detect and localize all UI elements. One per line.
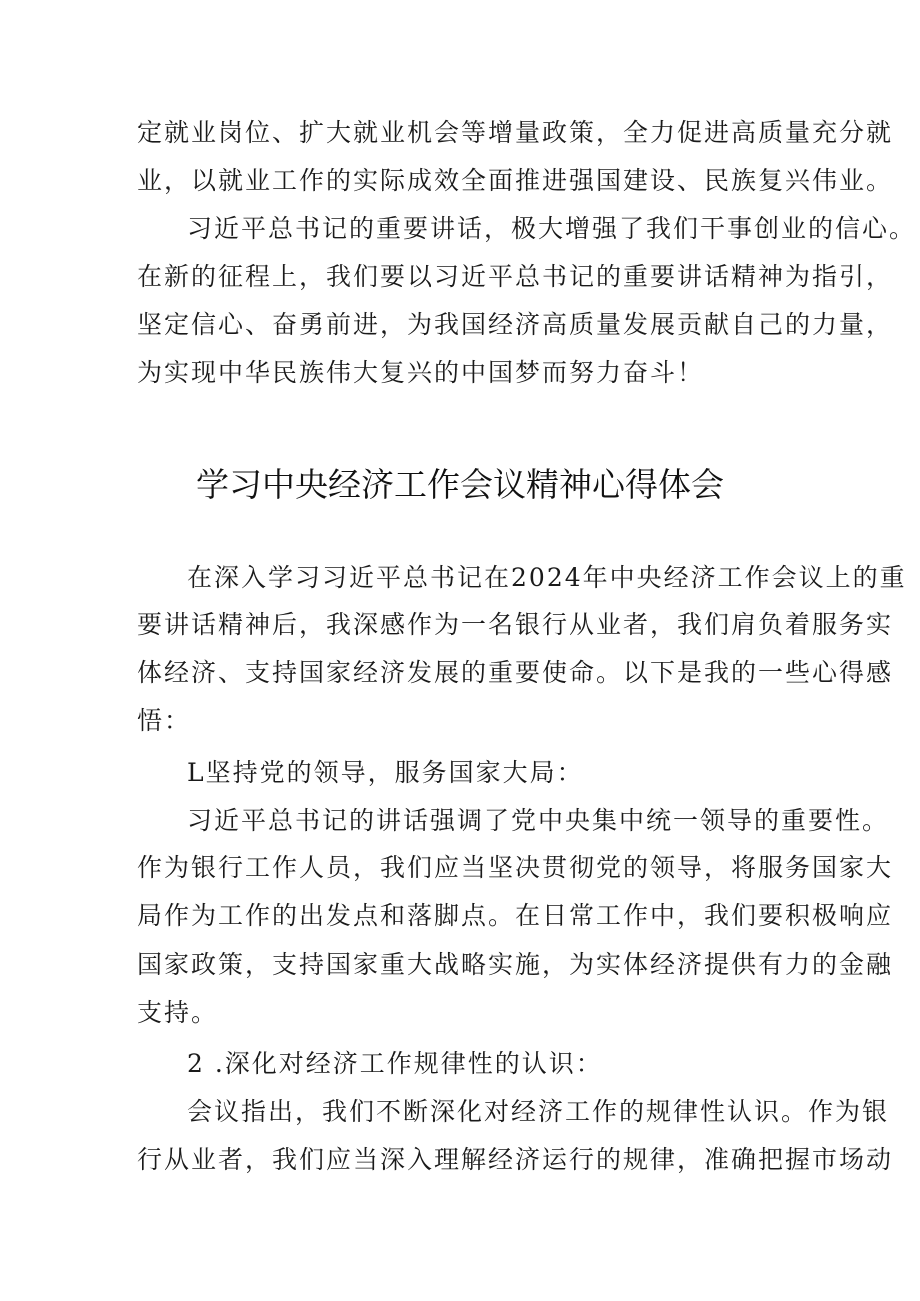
paragraph-line: 行从业者，我们应当深入理解经济运行的规律，准确把握市场动 [137, 1145, 894, 1174]
paragraph-line: 会议指出，我们不断深化对经济工作的规律性认识。作为银 [187, 1097, 890, 1126]
paragraph-line: 坚定信心、奋勇前进，为我国经济高质量发展贡献自己的力量， [137, 310, 894, 339]
paragraph-line: 悟： [137, 706, 192, 735]
section-heading: L坚持党的领导，服务国家大局： [187, 758, 584, 787]
paragraph-line: 支持。 [137, 998, 219, 1027]
paragraph-line: 作为银行工作人员，我们应当坚决贯彻党的领导，将服务国家大 [137, 853, 894, 882]
paragraph-line: 定就业岗位、扩大就业机会等增量政策，全力促进高质量充分就 [137, 118, 894, 147]
article-title: 学习中央经济工作会议精神心得体会 [196, 465, 724, 504]
paragraph-line: 在新的征程上，我们要以习近平总书记的重要讲话精神为指引， [137, 262, 894, 291]
paragraph-line: 习近平总书记的重要讲话，极大增强了我们干事创业的信心。 [187, 214, 917, 243]
paragraph-line: 业，以就业工作的实际成效全面推进强国建设、民族复兴伟业。 [137, 166, 894, 195]
paragraph-line: 在深入学习习近平总书记在2024年中央经济工作会议上的重 [187, 563, 907, 592]
paragraph-line: 为实现中华民族伟大复兴的中国梦而努力奋斗！ [137, 358, 705, 387]
paragraph-line: 要讲话精神后，我深感作为一名银行从业者，我们肩负着服务实 [137, 610, 894, 639]
paragraph-line: 局作为工作的出发点和落脚点。在日常工作中，我们要积极响应 [137, 901, 894, 930]
paragraph-line: 体经济、支持国家经济发展的重要使命。以下是我的一些心得感 [137, 658, 894, 687]
section-heading: 2 .深化对经济工作规律性的认识： [187, 1049, 603, 1078]
paragraph-line: 习近平总书记的讲话强调了党中央集中统一领导的重要性。 [187, 806, 890, 835]
paragraph-line: 国家政策，支持国家重大战略实施，为实体经济提供有力的金融 [137, 950, 894, 979]
